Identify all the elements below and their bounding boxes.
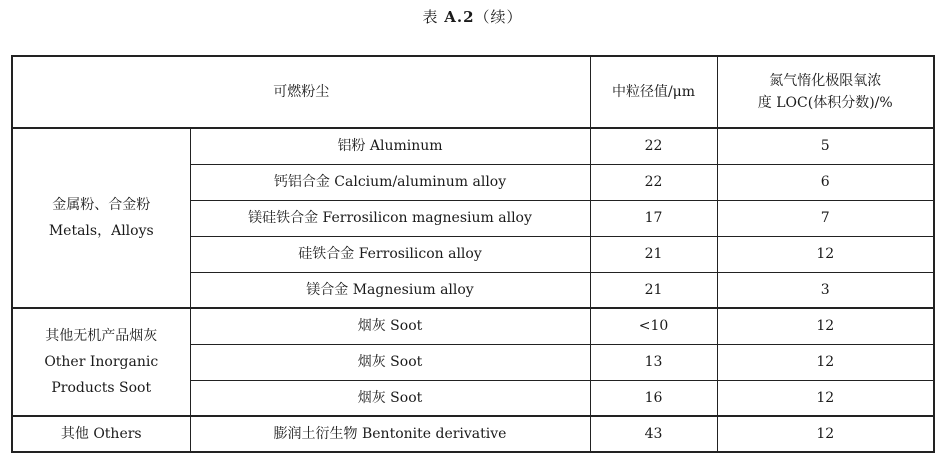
dust-name: 烟灰 Soot bbox=[190, 308, 590, 344]
particle-size: 17 bbox=[590, 200, 717, 236]
loc-value: 12 bbox=[717, 380, 934, 416]
header-loc bbox=[717, 56, 934, 128]
header-particle-size: 中粒径值/μm bbox=[590, 56, 717, 128]
particle-size: 16 bbox=[590, 380, 717, 416]
loc-value: 7 bbox=[717, 200, 934, 236]
group-name-cn: 其他无机产品烟灰 bbox=[45, 328, 158, 344]
particle-size: 43 bbox=[590, 416, 717, 452]
group-metals bbox=[12, 128, 190, 308]
dust-name: 铝粉 Aluminum bbox=[190, 128, 590, 164]
caption-prefix: 表 bbox=[422, 8, 439, 26]
dust-name: 硅铁合金 Ferrosilicon alloy bbox=[190, 236, 590, 272]
group-name-en-line2: Products Soot bbox=[51, 380, 152, 396]
loc-value: 5 bbox=[717, 128, 934, 164]
particle-size: 21 bbox=[590, 272, 717, 308]
group-name-cn: 金属粉、合金粉 bbox=[52, 197, 151, 213]
loc-value: 12 bbox=[717, 344, 934, 380]
table-row bbox=[12, 308, 934, 344]
particle-size: 21 bbox=[590, 236, 717, 272]
table-row bbox=[12, 128, 934, 164]
dust-name: 烟灰 Soot bbox=[190, 380, 590, 416]
group-name-en: Metals，Alloys bbox=[48, 223, 154, 239]
loc-value: 12 bbox=[717, 236, 934, 272]
dust-name: 烟灰 Soot bbox=[190, 344, 590, 380]
dust-name: 钙铝合金 Calcium/aluminum alloy bbox=[190, 164, 590, 200]
dust-name: 镁合金 Magnesium alloy bbox=[190, 272, 590, 308]
table-caption bbox=[0, 6, 945, 27]
group-inorganic bbox=[12, 308, 190, 416]
table-row bbox=[12, 416, 934, 452]
header-row bbox=[12, 56, 934, 128]
particle-size: 13 bbox=[590, 344, 717, 380]
group-others: 其他 Others bbox=[12, 416, 190, 452]
loc-value: 12 bbox=[717, 308, 934, 344]
dust-name: 膨润土衍生物 Bentonite derivative bbox=[190, 416, 590, 452]
particle-size: 22 bbox=[590, 128, 717, 164]
loc-value: 3 bbox=[717, 272, 934, 308]
caption-suffix: （续） bbox=[474, 8, 523, 26]
caption-id: A.2 bbox=[444, 8, 475, 26]
header-loc-line2: 度 LOC(体积分数)/% bbox=[757, 95, 893, 111]
header-dust: 可燃粉尘 bbox=[12, 56, 590, 128]
particle-size: 22 bbox=[590, 164, 717, 200]
loc-value: 12 bbox=[717, 416, 934, 452]
loc-value: 6 bbox=[717, 164, 934, 200]
particle-size: <10 bbox=[590, 308, 717, 344]
header-loc-line1: 氮气惰化极限氧浓 bbox=[769, 73, 882, 89]
dust-name: 镁硅铁合金 Ferrosilicon magnesium alloy bbox=[190, 200, 590, 236]
group-name-en-line1: Other Inorganic bbox=[44, 354, 159, 370]
loc-table bbox=[11, 55, 935, 453]
